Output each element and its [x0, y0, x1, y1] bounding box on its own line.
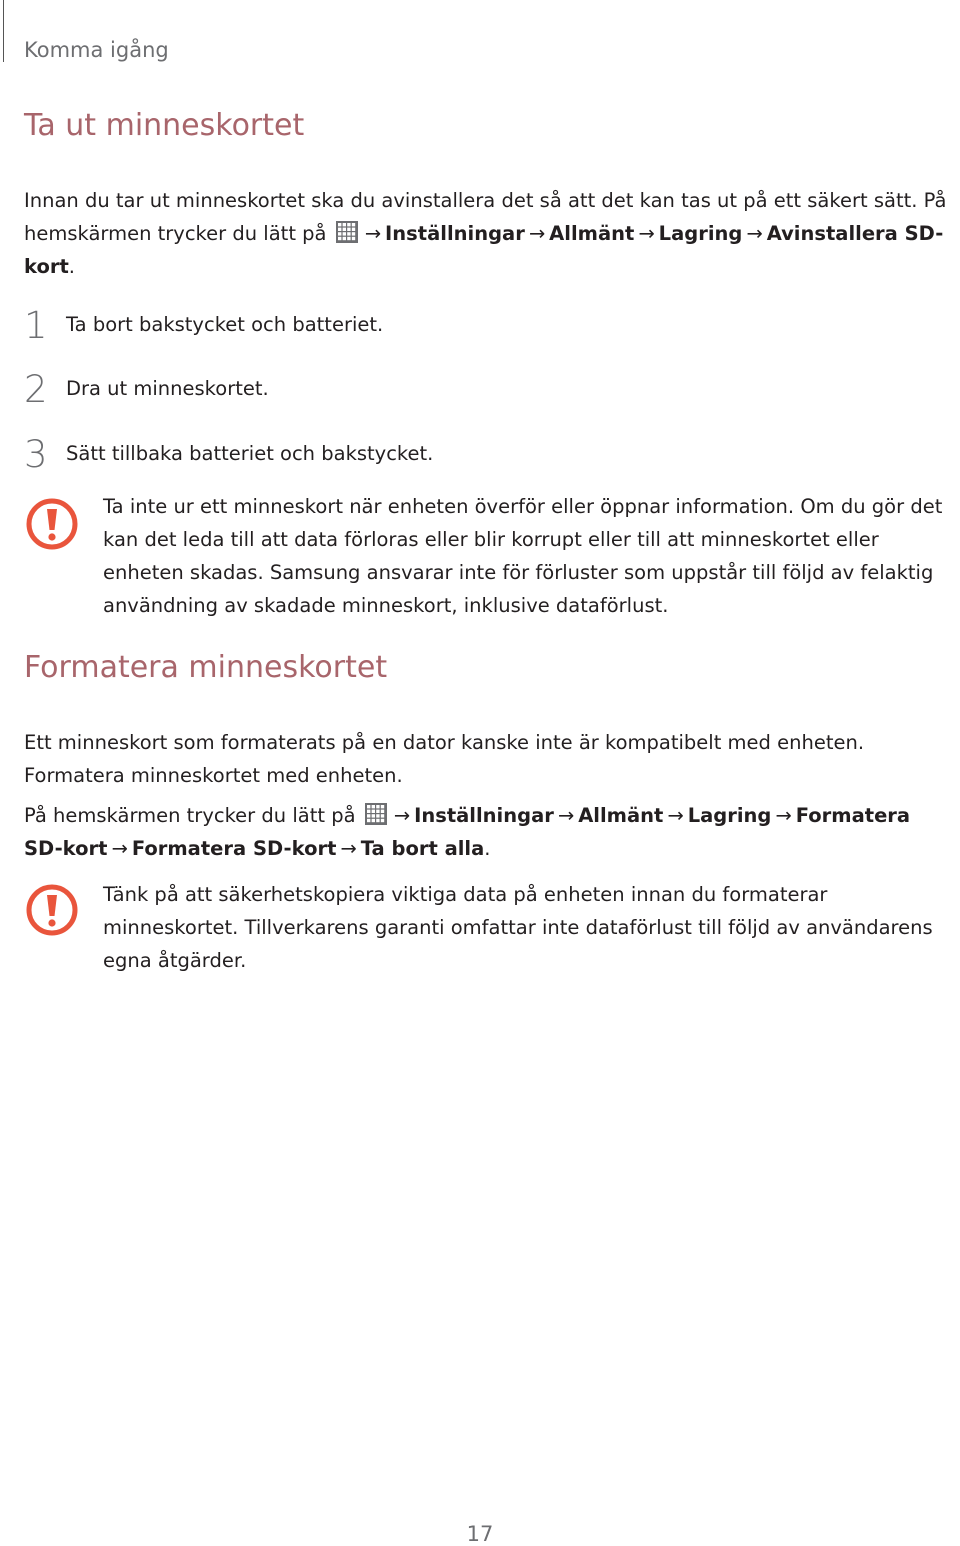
arrow: → [638, 222, 655, 245]
path-unmount-sd: Avinstallera SD-kort [24, 222, 944, 278]
section1-intro [24, 184, 954, 283]
section2-instruction-text: På hemskärmen trycker du lätt på [24, 804, 356, 827]
margin-rule [3, 0, 4, 62]
arrow: → [111, 837, 128, 860]
arrow: → [746, 222, 763, 245]
period: . [484, 837, 491, 860]
arrow: → [775, 804, 792, 827]
caution-icon [26, 498, 78, 550]
path-format-sd: Formatera SD-kort [24, 804, 911, 860]
arrow: → [340, 837, 357, 860]
period: . [68, 255, 75, 278]
arrow: → [364, 222, 382, 245]
step-number: 2 [24, 368, 48, 411]
path-general: Allmänt [549, 222, 635, 245]
section2-intro: Ett minneskort som formaterats på en dator kanske inte är kompatibelt med enheten. Formatera minneskortet med enheten. [24, 731, 865, 787]
path-settings: Inställningar [385, 222, 525, 245]
apps-grid-icon [364, 802, 388, 826]
apps-grid-icon [335, 220, 359, 244]
section2-instruction [24, 799, 954, 865]
arrow: → [393, 804, 411, 827]
path-settings: Inställningar [414, 804, 554, 827]
section1-intro-text: Innan du tar ut minneskortet ska du avinstallera det så att det kan tas ut på ett säkert sätt. På hemskärmen trycker du lätt på [24, 189, 947, 245]
step-text: Dra ut minneskortet. [66, 377, 269, 400]
section-title-remove-card: Ta ut minneskortet [24, 108, 305, 143]
caution-text-remove: Ta inte ur ett minneskort när enheten överför eller öppnar information. Om du gör det kan det leda till att data förloras eller blir korrupt eller till att minneskortet eller enheten skadas. Samsung ansvarar inte för förluster som uppstår till följd av felaktig användning av skadade minneskort, inklusive dataförlust. [103, 495, 943, 617]
step-text: Ta bort bakstycket och batteriet. [66, 313, 384, 336]
arrow: → [667, 804, 684, 827]
running-head: Komma igång [24, 38, 169, 62]
path-delete-all: Ta bort alla [360, 837, 485, 860]
caution-text-format: Tänk på att säkerhetskopiera viktiga data på enheten innan du formaterar minneskortet. Tillverkarens garanti omfattar inte dataförlust till följd av användarens egna åtgärder. [103, 883, 933, 972]
page-number: 17 [466, 1522, 494, 1546]
caution-icon [26, 884, 78, 936]
path-storage: Lagring [658, 222, 743, 245]
step-number: 1 [24, 304, 48, 347]
section-title-format-card: Formatera minneskortet [24, 650, 388, 685]
path-format-sd-confirm: Formatera SD-kort [131, 837, 337, 860]
path-storage: Lagring [687, 804, 772, 827]
step-text: Sätt tillbaka batteriet och bakstycket. [66, 442, 434, 465]
path-general: Allmänt [578, 804, 664, 827]
arrow: → [528, 222, 546, 245]
step-number: 3 [24, 433, 48, 476]
arrow: → [557, 804, 575, 827]
